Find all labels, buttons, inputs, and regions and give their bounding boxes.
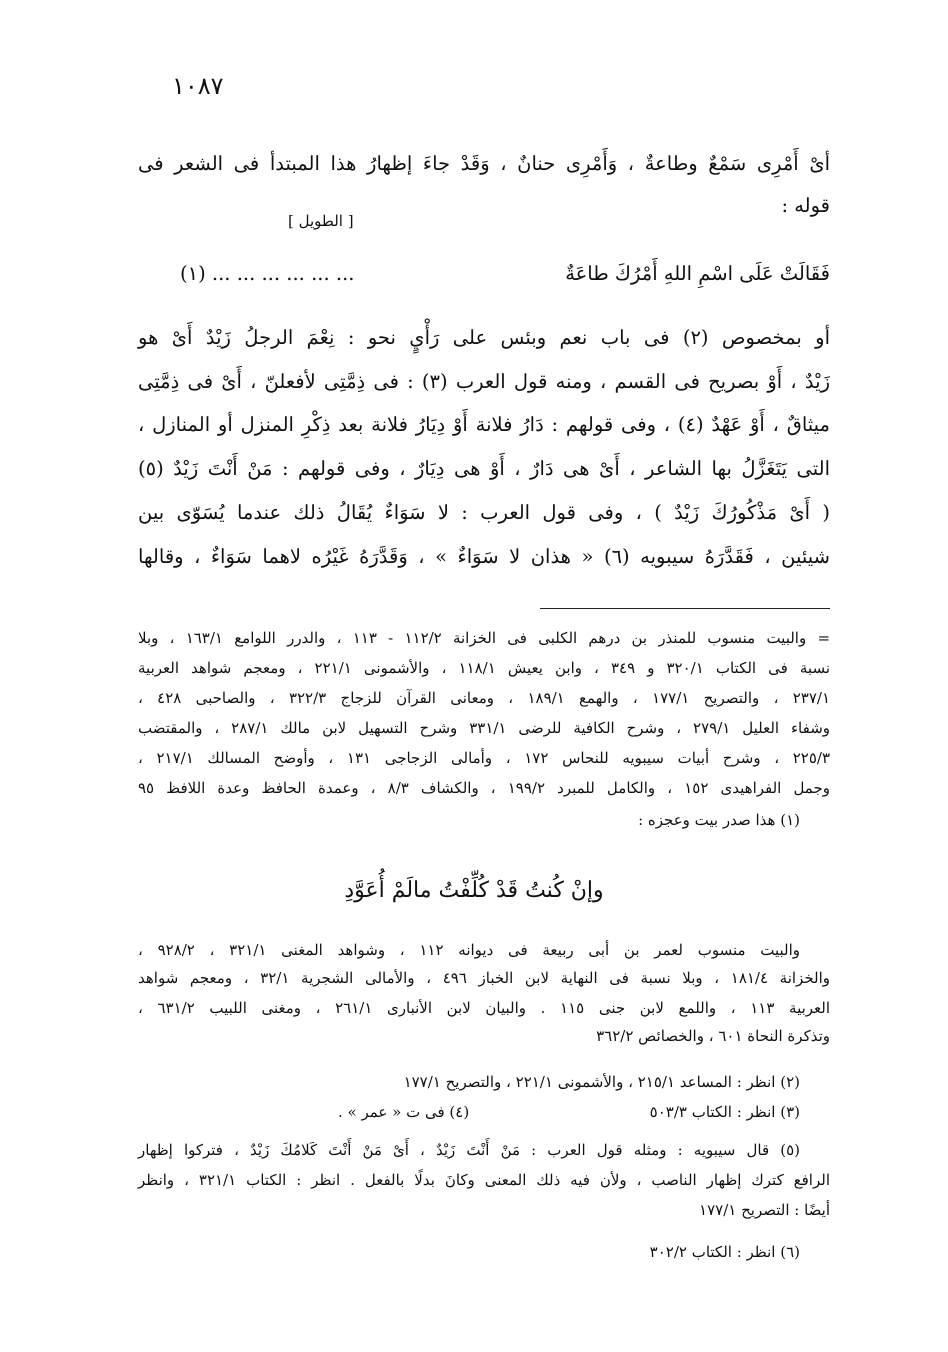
- footnote-line: العربية ١١٣ ، واللمع لابن جنى ١١٥ . والبيان لابن الأنبارى ٢٦١/١ ، ومغنى اللبيب ٦٣١/٢ ،: [138, 999, 831, 1017]
- footnote-4: (٤) فى ت « عمر » .: [338, 1103, 470, 1121]
- footnote-line: نسبة فى الكتاب ٣٢٠/١ و ٣٤٩ ، وابن يعيش ١١٨/١ ، والأشمونى ٢٢١/١ ، ومعجم شواهد العربية: [138, 659, 831, 677]
- paragraph-line: أو بمخصوص (٢) فى باب نعم وبئس على رَأْيٍ نحو : نِعْمَ الرجلُ زَيْدٌ أَىْ هو: [138, 326, 831, 349]
- footnote-line: وجمل الفراهيدى ١٥٢ ، والكامل للمبرد ١٩٩/٢ ، والكشاف ٨/٣ ، وعمدة الحافظ وعدة اللافظ ٩٥: [138, 779, 830, 797]
- footnote-line: والخزانة ١٨١/٤ ، وبلا نسبة فى النهاية لابن الخباز ٤٩٦ ، والأمالى الشجرية ٣٢/١ ، ومعجم شواهد: [138, 969, 830, 987]
- footnote-line: ٢٢٥/٣ ، وشرح أبيات سيبويه للنحاس ١٧٢ ، وأمالى الزجاجى ١٣١ ، وأوضح المسالك ٢١٧/١ ،: [138, 749, 831, 767]
- main-line: أىْ أَمْرِى سَمْعٌ وطاعةٌ ، وَأَمْرِى حنانٌ ، وَقَدْ جاءَ إظهارُ هذا المبتدأ فى الشعر فى: [138, 152, 830, 175]
- paragraph-line: ميثاقٌ ، أَوْ عَهْدٌ (٤) ، وفى قولهم : دَارُ فلانة أَوْ دِيَارُ فلانة بعد ذِكْرِ المنزل أو المنازل ،: [138, 413, 830, 436]
- footnote-1-head: (١) هذا صدر بيت وعجزه :: [638, 811, 800, 829]
- footnote-6: (٦) انظر : الكتاب ٣٠٢/٢: [649, 1243, 800, 1261]
- footnote-separator: [540, 608, 830, 609]
- footnote-5-line: (٥) قال سيبويه : ومثله قول العرب : مَنْ أَنْتَ زَيْدٌ ، أَىْ مَنْ أَنْتَ كَلامُكَ زَيْدٌ ، فتركوا إظهار: [138, 1141, 800, 1159]
- page-number: ١٠٨٧: [172, 72, 224, 100]
- main-line: قوله :: [781, 194, 830, 217]
- verse-second-hemistich: ... ... ... ... ... ... (١): [180, 262, 355, 285]
- footnote-5-line: أيضًا : التصريح ١٧٧/١: [699, 1201, 830, 1219]
- footnote-row-3-4: [138, 1098, 800, 1126]
- paragraph-line: ( أَىْ مَذْكُورُكَ زَيْدٌ ) ، وفى قول العرب : لا سَوَاءٌ يُقَالُ ذلك عندما يُسَوّى بين: [138, 501, 830, 524]
- footnote-3: (٣) انظر : الكتاب ٥٠٣/٣: [649, 1103, 800, 1121]
- footnote-line: وشفاء العليل ٢٧٩/١ ، وشرح الكافية للرضى ٣٣١/١ وشرح التسهيل لابن مالك ٢٨٧/١ ، والمقتضب: [138, 719, 830, 737]
- paragraph-line: زَيْدٌ ، أَوْ بصريح فى القسم ، ومنه قول العرب (٣) : فى ذِمَّتِى لأفعلنّ ، أَىْ فى ذِمَّتِى: [138, 370, 830, 393]
- verse-first-hemistich: فَقَالَتْ عَلَى اسْمِ اللهِ أَمْرُكَ طاعَةٌ: [565, 262, 830, 285]
- meter-label: [ الطويل ]: [288, 212, 354, 230]
- paragraph-line: التى يَتَغَزَّلُ بها الشاعر ، أَىْ هى دَارٌ ، أَوْ هى دِيَارٌ ، وفى قولهم : مَنْ أَنْتَ زَيْدٌ (٥): [138, 457, 830, 480]
- footnote-2: (٢) انظر : المساعد ٢١٥/١ ، والأشمونى ٢٢١/١ ، والتصريح ١٧٧/١: [403, 1073, 800, 1091]
- footnote-5-line: الرافع كترك إظهار الناصب ، ولأن فيه ذلك المعنى وكانَ بدلًا بالفعل . انظر : الكتاب ٣٢١/١ ، وانظر: [138, 1171, 830, 1189]
- footnote-verse: وإنْ كُنتُ قَدْ كُلِّفْتُ مالَمْ أُعَوَّدِ: [344, 878, 604, 903]
- footnote-line: والبيت منسوب لعمر بن أبى ربيعة فى ديوانه ١١٢ ، وشواهد المغنى ٣٢١/١ ، ٩٢٨/٢ ،: [138, 941, 801, 959]
- footnote-line: وتذكرة النحاة ٦٠١ ، والخصائص ٣٦٢/٢: [596, 1027, 830, 1045]
- paragraph-line: شيئين ، فَقَدَّرَهُ سيبويه (٦) « هذان لا سَوَاءٌ » ، وَقَدَّرَهُ غَيْرُه لاهما سَوَاءٌ ، وقالها: [138, 545, 830, 568]
- footnote-line: ٢٣٧/١ ، والتصريح ١٧٧/١ ، والهمع ١٨٩/١ ، ومعانى القرآن للزجاج ٣٢٢/٣ ، والصاحبى ٤٢٨ ،: [138, 689, 830, 707]
- footnote-line: = والبيت منسوب للمنذر بن درهم الكلبى فى الخزانة ١١٢/٢ - ١١٣ ، والدرر اللوامع ١٦٣/١ ، وبلا: [138, 629, 831, 647]
